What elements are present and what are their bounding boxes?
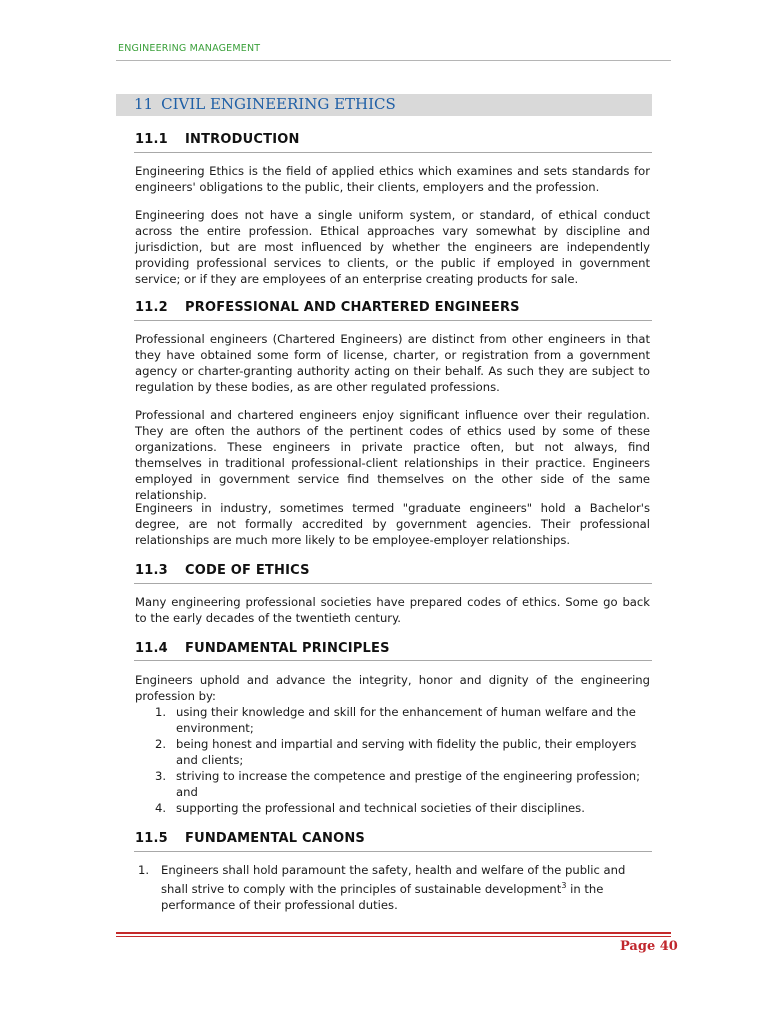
list-item-text: using their knowledge and skill for the enhancement of human welfare and the environment; — [176, 705, 636, 735]
footer-divider — [116, 932, 671, 934]
list-item-text: supporting the professional and technical societies of their disciplines. — [176, 801, 585, 815]
section-heading-introduction — [135, 132, 300, 147]
paragraph: Engineering Ethics is the field of applied ethics which examines and sets standards for engineers' obligations to the public, their clients, employers and the profession. — [135, 164, 650, 194]
canons-list — [135, 862, 650, 913]
section-divider — [134, 152, 652, 153]
list-marker: 1. — [155, 705, 167, 719]
footer-divider-thin — [116, 936, 671, 937]
list-item — [135, 800, 650, 816]
section-title: FUNDAMENTAL PRINCIPLES — [185, 641, 390, 656]
section-divider — [134, 320, 652, 321]
chapter-title-text: CIVIL ENGINEERING ETHICS — [161, 95, 396, 113]
section-title: INTRODUCTION — [185, 132, 300, 147]
list-marker: 2. — [155, 737, 167, 751]
list-item-text: being honest and impartial and serving with fidelity the public, their employers and clients; — [176, 737, 637, 767]
paragraph: Engineers uphold and advance the integrity, honor and dignity of the engineering profession by: — [135, 673, 650, 703]
paragraph: Many engineering professional societies have prepared codes of ethics. Some go back to the early decades of the twentieth century. — [135, 595, 650, 625]
section-heading-professional-engineers — [135, 300, 520, 315]
running-header: ENGINEERING MANAGEMENT — [118, 43, 261, 54]
list-marker: 1. — [138, 863, 150, 877]
section-number: 11.1 — [135, 132, 168, 147]
footnote-reference[interactable]: 3 — [561, 881, 567, 890]
page-number: Page 40 — [620, 939, 678, 954]
paragraph: Engineering does not have a single uniform system, or standard, of ethical conduct across the entire profession. Ethical approaches vary somewhat by discipline and jurisdiction, but are most influenced by whether the engineers are independently providing professional services to clients, or the public if employed in government service; or if they are employees of an enterprise creating products for sale. — [135, 208, 650, 286]
section-divider — [134, 660, 652, 661]
header-divider — [116, 60, 671, 61]
list-marker: 4. — [155, 801, 167, 815]
chapter-number: 11 — [134, 95, 154, 113]
section-title: FUNDAMENTAL CANONS — [185, 831, 365, 846]
section-divider — [134, 583, 652, 584]
paragraph: Professional engineers (Chartered Engineers) are distinct from other engineers in that they have obtained some form of license, charter, or registration from a government agency or charter-granting authority acting on their behalf. As such they are subject to regulation by these bodies, as are other regulated professions. — [135, 332, 650, 394]
list-item — [135, 768, 650, 800]
chapter-title — [134, 95, 396, 113]
list-item — [135, 736, 650, 768]
list-item-text: Engineers shall hold paramount the safety, health and welfare of the public and shall strive to comply with the principles of sustainable development — [161, 863, 626, 896]
section-title: PROFESSIONAL AND CHARTERED ENGINEERS — [185, 300, 520, 315]
principles-list — [135, 704, 650, 816]
section-number: 11.2 — [135, 300, 168, 315]
list-marker: 3. — [155, 769, 167, 783]
list-item-text: in the performance of their professional duties. — [161, 881, 604, 912]
paragraph: Engineers in industry, sometimes termed "graduate engineers" hold a Bachelor's degree, are not formally accredited by government agencies. Their professional relationships are much more likely to be employee-employer relationships. — [135, 501, 650, 547]
section-number: 11.4 — [135, 641, 168, 656]
section-heading-fundamental-principles — [135, 641, 390, 656]
chapter-title-bar — [116, 94, 652, 116]
list-item — [135, 704, 650, 736]
section-heading-fundamental-canons — [135, 831, 365, 846]
section-divider — [134, 851, 652, 852]
paragraph: Professional and chartered engineers enjoy significant influence over their regulation. They are often the authors of the pertinent codes of ethics used by some of these organizations. These engineers in private practice often, but not always, find themselves in traditional professional-client relationships in their practice. Engineers employed in government service find themselves on the other side of the same relationship. — [135, 408, 650, 502]
section-number: 11.5 — [135, 831, 168, 846]
section-title: CODE OF ETHICS — [185, 563, 310, 578]
list-item — [135, 862, 650, 913]
section-heading-code-of-ethics — [135, 563, 310, 578]
list-item-text: striving to increase the competence and prestige of the engineering profession; and — [176, 769, 641, 799]
section-number: 11.3 — [135, 563, 168, 578]
